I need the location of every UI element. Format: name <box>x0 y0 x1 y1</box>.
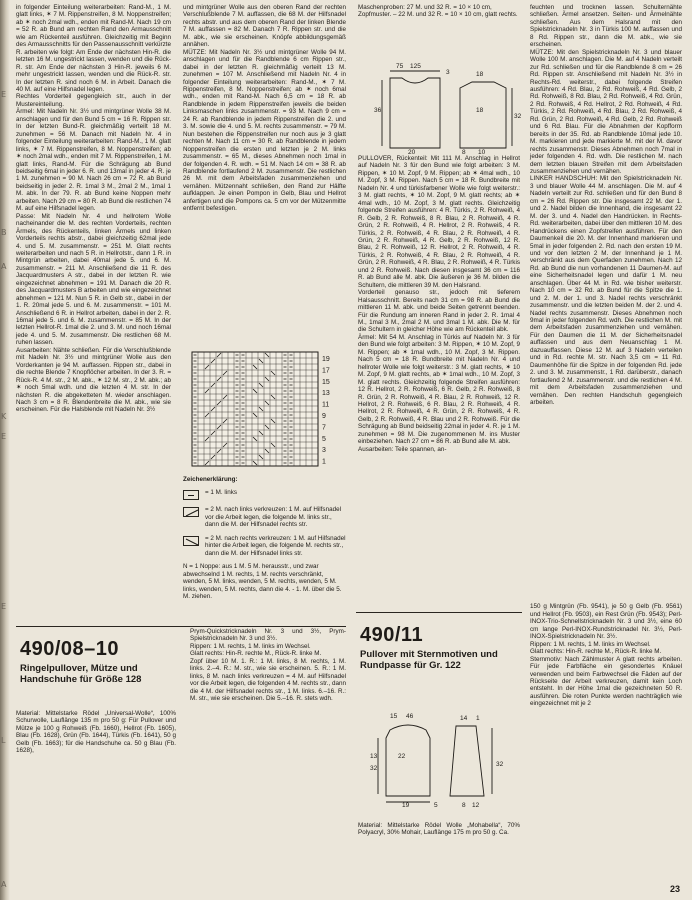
edge-letter: A <box>1 880 7 889</box>
star-sweater-schematic-svg <box>368 708 518 808</box>
divider <box>16 626 346 627</box>
dimension-label: 32 <box>496 761 504 768</box>
dimension-label: 20 <box>408 149 416 156</box>
dimension-label: 19 <box>402 802 410 809</box>
paragraph: in folgender Einteilung weiterarbeiten: Rand-M., 1 M. glatt links, ✶ 7 M. Rippenstreifen, 8 M. Noppenstreifen; ab ✶ noch 2mal wdh., enden mit Rand-M. Nach 19 cm = 52 R. ab Bund am rechten Rand den Armausschnitt wie am Rückenteil ausführen. Gleichzeitig mit Beginn des Armausschnitts für den Passenausschnitt verkürzte R. arbeiten wie folgt: Am Ende der nächsten Hin-R. die letzten 16 M. ungestrickt lassen, wenden und die Rück-R. str. Am Ende der nächsten 3 Hin-R. jeweils 6 M. mehr ungestrickt lassen, wenden und die Rück-R. str. In der letzten R. sind noch 6 M. in Arbeit. Danach die 40 M. auf eine Hilfsnadel legen. <box>16 4 171 93</box>
paragraph: Rechtes Vorderteil gegengleich str., auch in der Mustereinteilung. <box>16 93 171 108</box>
dimension-label: 32 <box>514 113 522 120</box>
row-label: 1 <box>322 458 326 466</box>
legend-text: = 2 M. nach links verkreuzen: 1 M. auf Hilfsnadel vor die Arbeit legen, die folgende M. links str., dann die M. der Hilfsnadel rechts str. <box>205 506 341 529</box>
row-label: 13 <box>322 390 330 398</box>
material-paragraph: Material: Mittelstarke Rödel Wolle „Mohabella“, 70% Polyacryl, 30% Mohair, Lauflänge 175 m pro 50 g. Ca. <box>358 822 520 837</box>
column-1-text <box>16 4 171 622</box>
page-number: 23 <box>669 884 680 894</box>
dimension-label: 1 <box>476 715 480 722</box>
paragraph: Ausarbeiten: Nähte schließen. Für die Verschlußblende mit Nadeln Nr. 3½ und mintgrüner Wolle aus den Vorderkanten je 94 M. auffassen. Rippen str., dabei in die rechte Blende 7 Knopflöcher arbeiten. In der 3. R. = Rück-R. 4 M. str., 2 M. abk., ✶ 12 M. str., 2 M. abk.; ab ✶ noch 5mal wdh. und die letzten 4 M. str. In der nächsten R. die abgeketteten M. wieder anschlagen. Nach 3 cm = 8 R. Blendenbreite die M. abk., wie sie erscheinen. Für die Halsblende mit Nadeln Nr. 3½ <box>16 346 171 414</box>
material-text <box>16 710 176 890</box>
dimension-label: 75 <box>396 63 404 70</box>
dimension-label: 125 <box>410 63 421 70</box>
dimension-label: 18 <box>476 107 484 114</box>
legend-text: = 1 M. links <box>205 489 238 497</box>
row-label: 15 <box>322 378 330 386</box>
chart-frame <box>192 352 318 466</box>
sweater-schematic <box>360 60 520 155</box>
paragraph: Rippen: 1 M. rechts, 1 M. links im Wechsel. <box>190 642 311 650</box>
material-text-right <box>530 596 682 878</box>
dimension-label: 22 <box>398 753 406 760</box>
row-label: 3 <box>322 447 326 455</box>
paragraph: Prym-Quickstricknadeln Nr. 3 und 3½, Prym-Spielstricknadeln Nr. 3 und 3½. <box>190 628 346 643</box>
legend-item <box>183 535 346 557</box>
row-label: 9 <box>322 413 326 420</box>
legend-item <box>183 563 346 600</box>
pattern-title: Ringelpullover, Mütze und Handschuhe für Größe 128 <box>20 663 142 685</box>
dimension-label: 15 <box>390 713 398 720</box>
gauge-paragraph: Maschenproben: 27 M. und 32 R. = 10 × 10 cm, Zopfmuster. – 22 M. und 32 R. = 10 × 10 cm, glatt rechts. <box>358 4 518 19</box>
edge-letter: B <box>1 228 7 237</box>
star-sweater-schematic <box>368 708 518 808</box>
pattern-heading <box>360 624 520 671</box>
knitting-chart <box>190 350 340 470</box>
dimension-label: 13 <box>370 753 378 760</box>
paragraph: Zopf über 10 M. 1. R.: 1 M. links, 8 M. rechts, 1 M. links. 2.–4. R.: M. str., wie sie erscheinen. 5. R.: 1 M. links, 8 M. nach links verkreuzen = 4 M. auf Hilfsnadel vor die Arbeit legen, die folgenden 4 M. rechts str., dann die 4 M. der Hilfsnadel rechts str., 1 M. links. 6.–16. R.: M. str., wie sie erscheinen. Die 5.–16. R. stets wdh. <box>190 657 346 703</box>
material-paragraph: Material: Mittelstarke Rödel „Universal-Wolle“, 100% Schurwolle, Lauflänge 135 m pro 50 g: Für Pullover und Mütze je 100 g Rohweiß (Fb. 1660), Hellrot (Fb. 1605), Blau (Fb. 1628), Grün (Fb. 1644), Türkis (Fb. 1641), 50 g Gelb (Fb. 1663); für die Handschuhe ca. 50 g Blau (Fb. 1628), <box>16 710 176 755</box>
paragraph: feuchten und trocknen lassen. Schulternähte schließen. Ärmel ansetzen. Seiten- und Ärmelnähte schließen. Aus dem Halsrand mit den Spielstricknadeln Nr. 3 in Türkis 100 M. auffassen und 8 Rd. Rippen str., dann die M. abk., wie sie erscheinen. <box>530 4 682 49</box>
chart-legend <box>183 476 346 600</box>
paragraph: und mintgrüner Wolle aus den oberen Rand der rechten Verschlußblende 7 M. auffassen, die 68 M. der Hilfsnadel rechts abstr. und aus dem oberen Rand der linken Blende 7 M. auffassen = 82 M. Danach 7 R. Rippen str. und die M. abk., wie sie erscheinen. Knöpfe abbildungsgemäß annähen. <box>183 4 346 49</box>
dimension-label: 46 <box>406 713 414 720</box>
dimension-label: 3 <box>446 69 450 76</box>
pattern-number: 490/11 <box>360 624 424 646</box>
column-4-text <box>530 4 682 594</box>
dimension-label: 36 <box>374 107 382 114</box>
paragraph: MÜTZE: Mit Nadeln Nr. 3½ und mintgrüner Wolle 94 M. anschlagen und für die Randblende 6 cm Rippen str., dabei in der letzten R. gleichmäßig verteilt 13 M. zunehmen = 107 M. Anschließend mit Nadeln Nr. 4 in folgender Einteilung weiterarbeiten: Rand-M., ✶ 7 M. Rippenstreifen, 8 M. Noppenstreifen; ab ✶ noch 6mal wdh., enden mit Rand-M. Nach 6,5 cm = 18 R. ab Randblende in jedem Rippenstreifen jeweils die beiden Linksmaschen links zusammenstr. = 93 M. Nach 9 cm = 24 R. ab Randblende in jedem Rippenstreifen die 2. und 3. M. sowie die 4. und 5. M. rechts zusammenstr. = 79 M. Nun bestehen die Rippenstreifen nur noch aus je 3 glatt rechten M. Nach 11 cm = 30 R. ab Randblende in jedem Noppenstreifen die ersten und letzten je 2 M. links zusammenstr. = 65 M., dieses Abnehmen noch 1mal in der folgenden 4. R. wdh. = 51 M. Nach 14 cm = 38 R. ab Randblende fortlaufend 2 M. zusammenstr. Die restlichen 26 M. mit dem Arbeitsfaden zusammenziehen und vernähen. Mützennaht schließen, den Rand zur Hälfte aufklappen. Je einen Pompon in Gelb, Blau und Hellrot anfertigen und die Pompons ca. 5 cm vor der Mützenmitte entfernt befestigen. <box>183 48 346 213</box>
dimension-label: 8 <box>462 802 466 809</box>
legend-item <box>183 489 346 500</box>
pattern-number: 490/08–10 <box>20 638 120 660</box>
chart-row-labels <box>322 356 330 466</box>
paragraph: Ärmel: Mit 54 M. Anschlag in Türkis auf Nadeln Nr. 3 für den Bund wie folgt arbeiten: 3 M. Rippen, ✶ 10 M. Zopf, 9 M. Rippen; ab ✶ 1mal wdh., 10 M. Zopf, 3 M. Rippen. Nach 5 cm = 18 R. Bundbreite mit Nadeln Nr. 4 und hellroter Wolle wie folgt weiterstr.: 3 M. glatt rechts, ✶ 10 M. Zopf, 9 M. glatt rechts, ab ✶ 1mal wdh., 10 M. Zopf, 3 M. glatt rechts. Gleichzeitig folgende Streifen ausführen: 12 R. Hellrot, 2 R. Rohweiß, 6 R. Gelb, 2 R. Rohweiß, 8 R. Grün, 2 R. Rohweiß, 4 R. Blau, 2 R. Rohweiß, 12 R. Hellrot, 2 R. Rohweiß, 6 R. Blau, 2 R. Rohweiß, 4 R. Hellrot, 2 R. Rohweiß, 4 R. Grün, 2 R. Rohweiß, 4 R. Gelb, 2 R. Rohweiß, 4 R. Blau und 2 R. Rohweiß. Für die Schrägung ab Bund beidseitig 22mal in jeder 4. R. je 1 M. zunehmen = 98 M. Die zugenommenen M. ins Muster einbeziehen. Nach 27 cm = 86 R. ab Bund alle M. abk. <box>358 333 520 446</box>
paragraph: Passe: Mit Nadeln Nr. 4 und hellrotem Wolle nacheinander die M. des rechten Vorderteils, rechten Ärmels, des Rückenteils, linken Ärmels und linken Vorderteils rechts abstr., dabei gleichzeitig 62mal jede 4. und 5. M. zusammenstr. = 251 M. Glatt rechts weiterarbeiten und nach 5 R. in Hellrotstr., dann 1 R. in Mintgrün arbeiten, dabei 40mal jede 5. und 6. M. zusammenstr. = 211 M. Anschließend die 11 R. des Jacquardmusters A str., dabei in der letzten R. wie eingezeichnet abnehmen = 191 M. Danach die 20 R. des Jacquardmusters B arbeiten und wie eingezeichnet abnehmen = 121 M. Nun 5 R. in Gelb str., dabei in der 1. R. 20mal jede 5. und 6. M. zusammenstr. = 101 M. Anschließend 6 R. in Hellrot arbeiten, dabei in der 2. R. 16mal jede 5. und 6. M. zusammenstr. = 85 M. In der letzten Hellrot-R. 1mal die 2. und 3. M. und noch 16mal jede 4. und 5. M. zusammenstr. Die restlichen 68 M. ruhen lassen. <box>16 212 171 347</box>
divider <box>356 612 522 613</box>
row-label: 11 <box>322 401 330 409</box>
dimension-label: 14 <box>460 715 468 722</box>
body-outline <box>390 78 440 148</box>
sweater-schematic-svg <box>360 60 520 155</box>
paragraph: LINKER HANDSCHUH: Mit den Spielstricknadeln Nr. 3 und blauer Wolle 44 M. anschlagen. Die M. auf 4 Nadeln verteilt zur Rd. schließen und für den Bund 8 cm = 26 Rd. Rippen str. Die insgesamt 22 M. der 1. und 2. Nadel bilden die Innenhand, die insgesamt 22 M. der 3. und 4. Nadel den Handrücken. In Rechts-Rd. weiterarbeiten, dabei über den mittleren 10 M. des Handrückens einen Zopfstreifen ausführen. Für den Daumenkeil die 20. M. der Innenhand markieren und 5mal in jeder folgenden 2. Rd. nach den ersten 19 M. und vor den letzten 2 M. der Innenhand je 1 M. verschränkt aus dem Querfaden zunehmen. Nach 12 Rd. ab Bund die nun vorhandenen 11 Daumen-M. auf eine Sicherheitsnadel legen und dafür 1 M. neu anschlagen. Über 44 M. in Rd. wie bisher weiterstr. Nach 10 cm = 32 Rd. ab Bund für die Spitze die 1. und 2. M. der 1. und 3. Nadel rechts verschränkt zusammenstr. und die letzten beiden M. der 2. und 4. Nadel rechts zusammenstr. Dieses Abnehmen noch 9mal in jeder folgenden Rd. wdh. Die restlichen M. mit dem Arbeitsfaden zusammenziehen und vernähen. Für den Daumen die 11 M. der Sicherheitsnadel auffassen und aus dem Neuanschlag 1 M. dazuauffassen. Diese 12 M. auf 3 Nadeln verteilen und in Rd. rechte M. str. Nach 3,5 cm = 11 Rd. Daumenhöhe für die Spitze in der folgenden Rd. jede 2. und 3. M. zusammenstr., 1 Rd. darüberstr., danach fortlaufend 2 M. zusammenstr. und die restlichen 4 M. mit dem Arbeitsfaden zusammenziehen und vernähen. Den rechten Handschuh gegengleich arbeiten. <box>530 175 682 407</box>
paragraph: MÜTZE: Mit den Spielstricknadeln Nr. 3 und blauer Wolle 100 M. anschlagen. Die M. auf 4 Nadeln verteilt zur Rd. schließen und für die Randblende 8 cm = 26 Rd. Rippen str. Anschließend mit Nadeln Nr. 3½ in Rechts-Rd. weiterstr., dabei folgende Streifen ausführen: 4 Rd. Blau, 2 Rd. Rohweiß, 4 Rd. Gelb, 2 Rd. Rohweiß, 8 Rd. Blau, 2 Rd. Rohweiß, 4 Rd. Grün, 2 Rd. Rohweiß, 4 Rd. Hellrot, 2 Rd. Rohweiß, 4 Rd. Türkis, 2 Rd. Rohweiß, 4 Rd. Blau, 2 Rd. Rohweiß, 4 Rd. Grün, 2 Rd. Rohweiß, 4 Rd. Gelb, 2 Rd. Rohweiß und 6 Rd. Blau. Für die Abnahmen der Kopfform bereits in der 35. Rd. ab Randblende 10mal jede 10. M. markieren und jede markierte M. mit der M. davor rechts zusammenstr. Dieses Abnehmen noch 7mal in jeder folgenden 4. Rd. wdh. Die restlichen M. nach dem letzten blauen Streifen mit dem Arbeitsfaden zusammenziehen und vernähen. <box>530 48 682 175</box>
column-3-text <box>358 155 520 591</box>
row-label: 7 <box>322 424 326 432</box>
legend-text: N = 1 Noppe: aus 1 M. 5 M. herausstr., und zwar abwechselnd 1 M. rechts, 1 M. rechts verschränkt, wenden, 5 M. links, wenden, 5 M. rechts, wenden, 5 M. links, wenden, 5 M. rechts, dann die 4. - 1. M. über die 5. M. ziehen. <box>183 563 342 600</box>
dimension-label: 5 <box>434 802 438 809</box>
purl-symbol-icon <box>183 490 199 500</box>
legend-title: Zeichenerklärung: <box>183 476 238 483</box>
row-label: 5 <box>322 435 326 443</box>
edge-letter: K <box>1 412 7 421</box>
paragraph: PULLOVER, Rückenteil: Mit 111 M. Anschlag in Hellrot auf Nadeln Nr. 3 für den Bund wie folgt arbeiten: 3 M. Rippen, ✶ 10 M. Zopf, 9 M. Rippen; ab ✶ 4mal wdh., 10 M. Zopf, 3 M. Rippen. Nach 5 cm = 18 R. Bundbreite mit Nadeln Nr. 4 und türkisfarbener Wolle wie folgt weiterstr.: 3 M. glatt rechts, ✶ 10 M. Zopf, 9 M. glatt rechts; ab ✶ 4mal wdh., 10 M. Zopf, 3 M. glatt rechts. Gleichzeitig folgende Streifen ausführen: 4 R. Türkis, 2 R. Rohweiß, 4 R. Gelb, 2 R. Rohweiß, 8 R. Blau, 2 R. Rohweiß, 4 R. Grün, 2 R. Rohweiß, 4 R. Hellrot, 2 R. Rohweiß, 4 R. Türkis, 2 R. Rohweiß, 4 R. Blau, 2 R. Rohweiß, 4 R. Grün, 2 R. Rohweiß, 4 R. Gelb, 2 R. Rohweiß, 12 R. Blau, 2 R. Rohweiß, 12 R. Hellrot, 2 R. Rohweiß, 4 R. Türkis, 2 R. Rohweiß, 4 R. Blau, 2 R. Rohweiß, 4 R. Grün, 2 R. Rohweiß, 4 R. Blau, 2 R. Rohweiß, 4 R. Türkis und 2 R. Rohweiß. Nach diesen insgesamt 36 cm = 116 R. ab Bund alle M. abk. Die äußeren je 36 M. bilden die Schultern, die mittleren 39 M. den Halsrand. <box>358 155 520 289</box>
schematic-labels <box>374 63 522 156</box>
legend-text: = 2 M. nach rechts verkreuzen: 1 M. auf Hilfsnadel hinter die Arbeit legen, die folgende M. rechts str., dann die M. der Hilfsnadel links str. <box>205 534 346 557</box>
sleeve-outline <box>450 726 484 796</box>
row-label: 17 <box>322 367 330 375</box>
instructions-text <box>190 628 346 878</box>
edge-letter: A <box>1 262 7 271</box>
gauge-text <box>358 4 520 19</box>
body-outline <box>386 725 430 796</box>
knitting-chart-svg <box>190 350 340 470</box>
cross-right-symbol-icon <box>183 536 199 546</box>
edge-letter: E <box>1 432 7 441</box>
edge-letter: E <box>1 90 7 99</box>
material-text <box>358 822 520 892</box>
paragraph: Ärmel: Mit Nadeln Nr. 3½ und mintgrüner Wolle 38 M. anschlagen und für den Bund 5 cm = 16 R. Rippen str. In der letzten Bund-R. gleichmäßig verteilt 18 M. zunehmen = 56 M. Danach mit Nadeln Nr. 4 in folgender Einteilung weiterarbeiten: Rand-M., 1 M. glatt links, ✶ 7 M. Rippenstreifen, 8 M. Noppenstreifen; ab ✶ noch 2mal wdh., enden mit 7 M. Rippenstreifen, 1 M. glatt links, Rand-M. Für die Schrägung ab Bund beidseitig 6mal in jeder 6. R. und 13mal in jeder 4. R. je 1 M. zunehmen = 90 M. Nach 26 cm = 72 R. ab Bund beidseitig in jeder 2. R. 1mal 3 M., 2mal 2 M., 1mal 1 M. abk. In der 79. R. ab Bund keine Noppen mehr arbeiten. Nach 29 cm = 80 R. ab Bund die restlichen 74 M. auf eine Hilfsnadel legen. <box>16 108 171 213</box>
material-paragraph: 150 g Mintgrün (Fb. 9541), je 50 g Gelb (Fb. 9561) und Hellrot (Fb. 9503), ein Rest Grün (Fb. 9543); Perl-INOX-Trio-Schnellstricknadeln Nr. 3 und 3½, eine 60 cm lange Perl-INOX-Rundstricknadel Nr. 3½, Perl-INOX-Spielstricknadeln Nr. 3½. Rippen: 1 M. rechts, 1 M. links im Wechsel. Glatt rechts: Hin-R. rechte M., Rück-R. linke M. Sternmotiv: Nach Zählmuster A glatt rechts arbeiten. Für jede Farbfläche ein gesondertes Knäuel verwenden und beim Farbwechsel die Fäden auf der Rückseite der Arbeit verkreuzen, damit kein Loch entsteht. In der Höhe 1mal die gezeichneten 50 R. ausführen. Die roten Punkte werden nachträglich wie eingezeichnet mit je 2 <box>530 603 682 708</box>
paragraph: Ausarbeiten: Teile spannen, an- <box>358 445 447 453</box>
dimension-label: 10 <box>478 149 486 156</box>
dimension-label: 32 <box>370 765 378 772</box>
sleeve-outline <box>460 82 506 148</box>
row-label: 19 <box>322 356 330 363</box>
edge-letters <box>0 0 12 900</box>
dimension-label: 8 <box>462 149 466 156</box>
pattern-heading <box>20 638 180 685</box>
dimension-label: 12 <box>472 802 480 809</box>
paragraph: Vorderteil genauso str., jedoch mit tieferem Halsausschnitt. Bereits nach 31 cm = 98 R. ab Bund die mittleren 11 M. abk. und beide Seiten getrennt beenden. Für die Rundung am inneren Rand in jeder 2. R. 1mal 4 M., 1mal 3 M., 2mal 2 M. und 3mal 1 M. abk. Die M. für die Schultern in gleicher Höhe wie am Rückenteil abk. <box>358 289 520 334</box>
dimension-label: 18 <box>476 71 484 78</box>
legend-item <box>183 506 346 528</box>
edge-letter: E <box>1 602 7 611</box>
column-2-text <box>183 4 346 349</box>
edge-letter: L <box>1 736 6 745</box>
cross-left-symbol-icon <box>183 507 199 517</box>
paragraph: Glatt rechts: Hin-R. rechte M., Rück-R. linke M. <box>190 650 322 658</box>
pattern-title: Pullover mit Sternmotiven und Rundpasse für Gr. 122 <box>360 649 498 671</box>
